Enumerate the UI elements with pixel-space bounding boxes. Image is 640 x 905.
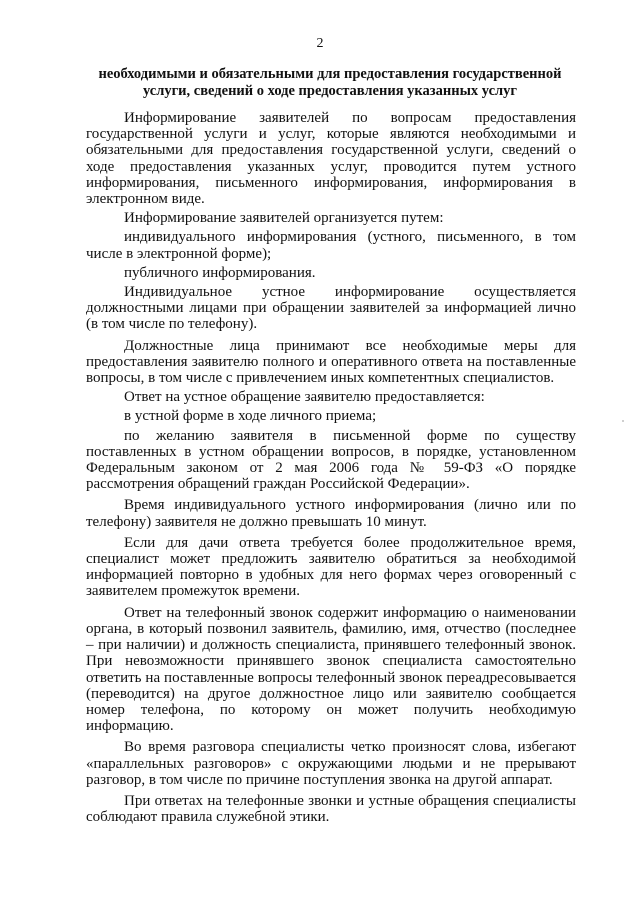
paragraph: Информирование заявителей по вопросам предоставления государственной услуги и услуг, которые являются необходимыми и обязательными для предоставления государственной услуги, сведений о ходе предоставления указанных услуг, проводится путем устного информирования, письменного информирования, информирования в электронном виде. (86, 110, 576, 208)
paragraph: индивидуального информирования (устного, письменного, в том числе в электронной форме); (86, 229, 576, 262)
body-text (86, 110, 576, 828)
page-number: 2 (316, 36, 324, 51)
paragraph: Время индивидуального устного информирования (лично или по телефону) заявителя не должно превышать 10 минут. (86, 497, 576, 530)
section-heading: необходимыми и обязательными для предоставления государственной услуги, сведений о ходе предоставления указанных услуг (98, 66, 562, 99)
paragraph: Во время разговора специалисты четко произносят слова, избегают «параллельных разговоров» с окружающими людьми и не прерывают разговор, в том числе по причине поступления звонка на другой аппарат. (86, 739, 576, 788)
paragraph: по желанию заявителя в письменной форме по существу поставленных в устном обращении вопросов, в порядке, установленном Федеральным законом от 2 мая 2006 года № 59-ФЗ «О порядке рассмотрения обращений граждан Российской Федерации». (86, 427, 576, 493)
paragraph: в устной форме в ходе личного приема; (124, 408, 377, 425)
paragraph: Индивидуальное устное информирование осуществляется должностными лицами при обращении заявителей за информацией лично (в том числе по телефону). (86, 284, 576, 333)
paragraph: Ответ на устное обращение заявителю предоставляется: (124, 389, 485, 406)
paragraph: Ответ на телефонный звонок содержит информацию о наименовании органа, в который позвонил заявитель, фамилию, имя, отчество (последнее – при наличии) и должность специалиста, принявшего телефонный звонок. При невозможности принявшего звонок специалиста самостоятельно ответить на поставленные вопросы телефонный звонок переадресовывается (переводится) на другое должностное лицо или заявителю сообщается номер телефона, по которому он может получить необходимую информацию. (86, 604, 576, 735)
paragraph: Если для дачи ответа требуется более продолжительное время, специалист может предложить заявителю обратиться за необходимой информацией повторно в удобных для него формах через оговоренный с заявителем промежуток времени. (86, 534, 576, 600)
paragraph: При ответах на телефонные звонки и устные обращения специалисты соблюдают правила служебной этики. (86, 792, 576, 826)
scan-speck (622, 420, 624, 422)
paragraph: публичного информирования. (124, 264, 316, 281)
paragraph: Информирование заявителей организуется путем: (124, 210, 444, 227)
paragraph: Должностные лица принимают все необходимые меры для предоставления заявителю полного и оперативного ответа на поставленные вопросы, в том числе с привлечением иных компетентных специалистов. (86, 337, 576, 387)
